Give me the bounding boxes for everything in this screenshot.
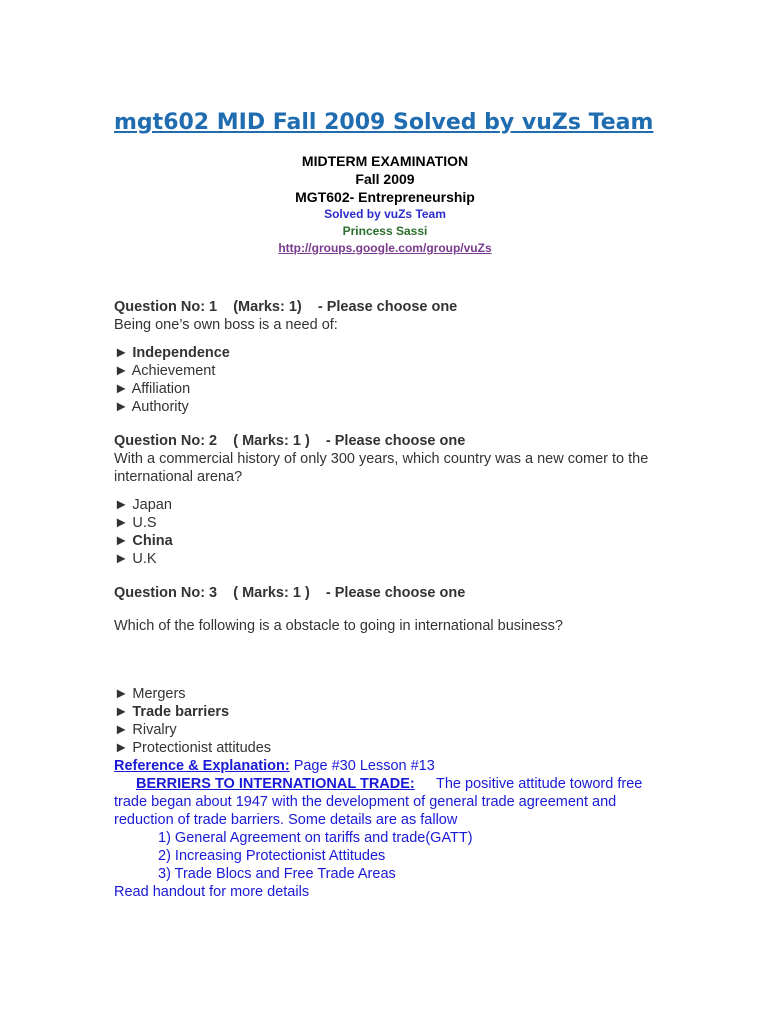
option-item[interactable]: ► Achievement — [114, 363, 216, 379]
option-item[interactable]: ► Japan — [114, 497, 172, 513]
option-item[interactable]: ► Independence — [114, 345, 230, 361]
option-list — [114, 344, 674, 416]
question-heading: Question No: 3 ( Marks: 1 ) - Please choose one — [114, 585, 466, 601]
question-text: With a commercial history of only 300 years, which country was a new comer to the international arena? — [114, 451, 649, 485]
question-text: Which of the following is a obstacle to going in international business? — [114, 618, 563, 634]
option-item[interactable]: ► Authority — [114, 399, 189, 415]
option-item[interactable]: ► U.S — [114, 515, 157, 531]
reference-source: Page #30 Lesson #13 — [289, 758, 435, 774]
question-3 — [114, 584, 674, 757]
question-1 — [114, 298, 674, 416]
question-2 — [114, 432, 674, 568]
group-link[interactable]: http://groups.google.com/group/vuZs — [278, 241, 492, 255]
author-name: Princess Sassi — [342, 224, 428, 238]
reference-line — [114, 757, 674, 775]
course-name: MGT602- Entrepreneurship — [295, 189, 475, 205]
option-item[interactable]: ► Protectionist attitudes — [114, 740, 272, 756]
spacer — [114, 635, 674, 685]
question-text: Being one’s own boss is a need of: — [114, 317, 338, 333]
reference-item: 3) Trade Blocs and Free Trade Areas — [158, 866, 396, 882]
questions-content — [114, 298, 674, 901]
solved-by: Solved by vuZs Team — [324, 207, 446, 221]
spacer — [114, 416, 674, 432]
spacer — [114, 568, 674, 584]
reference-footer: Read handout for more details — [114, 884, 310, 900]
exam-term: Fall 2009 — [355, 171, 415, 187]
option-item[interactable]: ► Trade barriers — [114, 704, 230, 720]
document-title: mgt602 MID Fall 2009 Solved by vuZs Team — [114, 110, 654, 135]
reference-label: Reference & Explanation: — [114, 758, 290, 774]
question-heading: Question No: 1 (Marks: 1) - Please choose one — [114, 299, 458, 315]
option-list — [114, 496, 674, 568]
reference-section — [114, 757, 674, 901]
spacer — [114, 602, 674, 617]
reference-heading: BERRIERS TO INTERNATIONAL TRADE: — [136, 776, 415, 792]
question-heading: Question No: 2 ( Marks: 1 ) - Please choose one — [114, 433, 466, 449]
exam-header — [0, 152, 770, 257]
reference-item: 1) General Agreement on tariffs and trade(GATT) — [158, 830, 473, 846]
option-item[interactable]: ► U.K — [114, 551, 157, 567]
option-item[interactable]: ► Mergers — [114, 686, 186, 702]
exam-type: MIDTERM EXAMINATION — [301, 153, 469, 169]
reference-item: 2) Increasing Protectionist Attitudes — [158, 848, 386, 864]
option-item[interactable]: ► Affiliation — [114, 381, 191, 397]
option-item[interactable]: ► China — [114, 533, 173, 549]
reference-body: The positive attitude toword free trade began about 1947 with the development of general trade agreement and reduction of trade barriers. Some details are as fallow — [114, 776, 643, 828]
option-list — [114, 685, 674, 757]
option-item[interactable]: ► Rivalry — [114, 722, 177, 738]
